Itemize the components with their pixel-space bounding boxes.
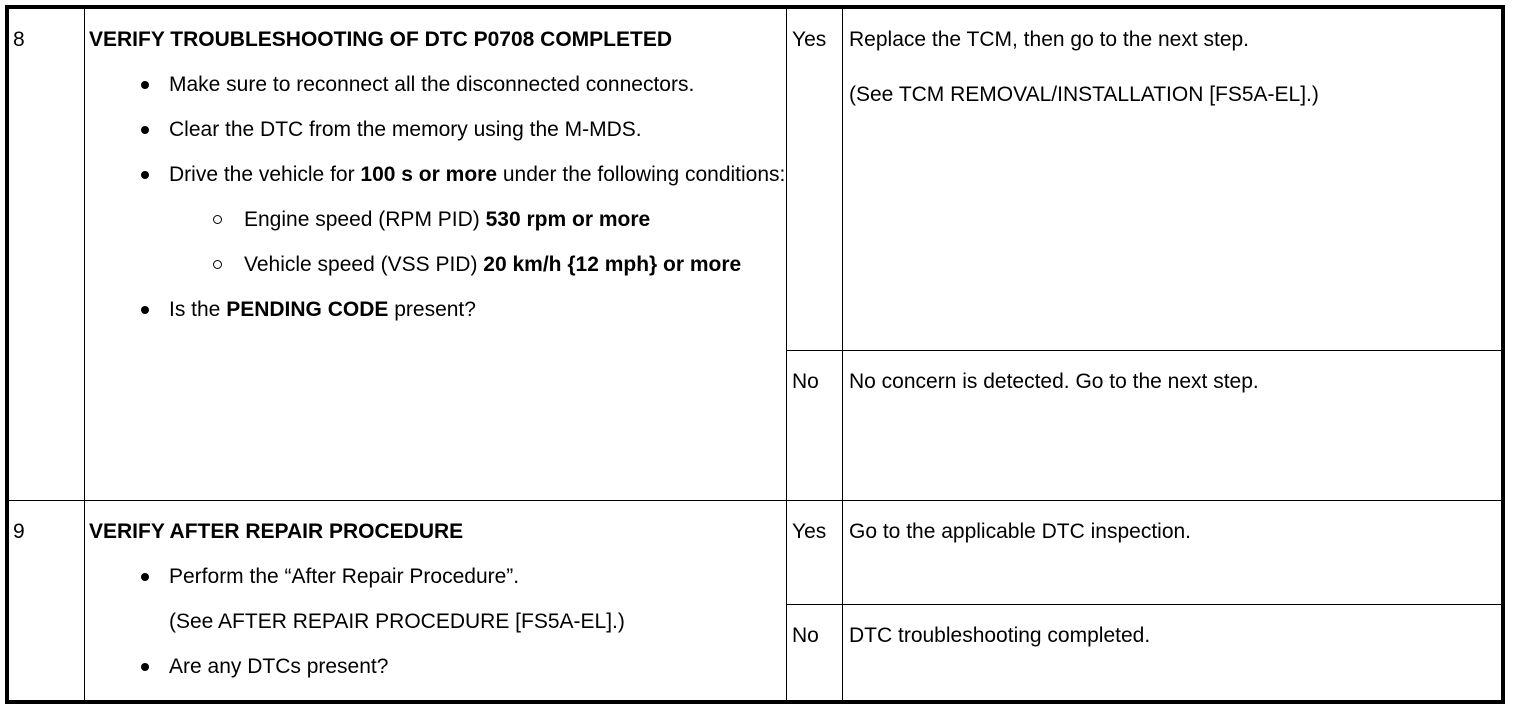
step-content [85,501,787,701]
bullet-text: Drive the vehicle for [169,163,361,186]
bullet-text: present? [388,298,476,321]
step-bullet-list [89,70,786,324]
condition-text: Vehicle speed (VSS PID) [244,253,484,276]
troubleshooting-table-frame [5,5,1505,704]
bullet-emphasis: PENDING CODE [226,298,389,321]
bullet-item [89,160,786,279]
step-number: 8 [9,9,85,501]
condition-value: 530 rpm or more [485,208,651,231]
result-line: Go to the applicable DTC inspection. [849,520,1192,543]
yes-label: Yes [787,501,843,605]
result-line: Replace the TCM, then go to the next step. [849,28,1250,51]
step-number: 9 [9,501,85,701]
step-bullet-list [89,652,786,681]
no-label: No [787,351,843,501]
bullet-item: Are any DTCs present? [89,652,786,681]
bullet-text: under the following conditions: [497,163,786,186]
bullet-item: Clear the DTC from the memory using the M-MDS. [89,115,786,144]
troubleshooting-table [8,8,1502,701]
step-bullet-list [89,562,786,591]
yes-result [843,9,1502,351]
no-label: No [787,605,843,701]
condition-text: Engine speed (RPM PID) [244,208,486,231]
bullet-emphasis: 100 s or more [360,163,497,186]
no-result [843,351,1502,501]
result-line: No concern is detected. Go to the next step. [849,370,1259,393]
step-8-yes-row [9,9,1502,351]
yes-label: Yes [787,9,843,351]
bullet-text: Perform the “After Repair Procedure”. [169,565,520,588]
step-content [85,9,787,501]
condition-item [89,205,786,234]
result-reference: (See TCM REMOVAL/INSTALLATION [FS5A-EL].) [849,83,1319,106]
step-9-yes-row [9,501,1502,605]
reference-note: (See AFTER REPAIR PROCEDURE [FS5A-EL].) [169,610,625,633]
bullet-item [89,562,786,591]
condition-list [169,205,786,279]
bullet-item: Make sure to reconnect all the disconnected connectors. [89,70,786,99]
condition-item [89,250,786,279]
step-title: VERIFY AFTER REPAIR PROCEDURE [89,520,464,543]
bullet-text: Is the [169,298,227,321]
condition-value: 20 km/h {12 mph} or more [483,253,742,276]
yes-result [843,501,1502,605]
step-title: VERIFY TROUBLESHOOTING OF DTC P0708 COMPLETED [89,28,673,51]
no-result [843,605,1502,701]
result-line: DTC troubleshooting completed. [849,624,1151,647]
bullet-item [89,295,786,324]
